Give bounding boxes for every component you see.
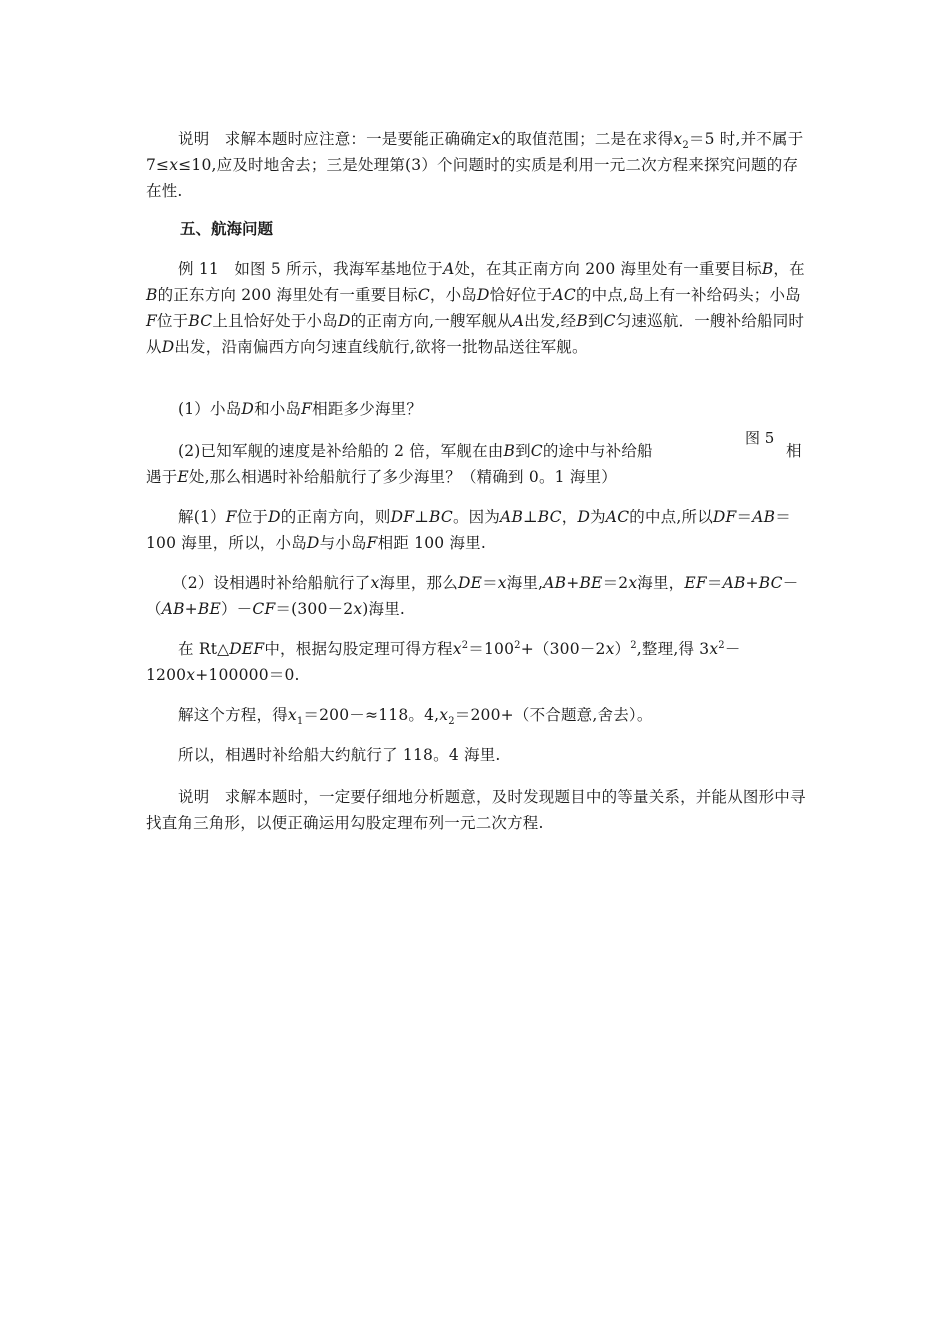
text: ＝100 海里，所以，小岛 xyxy=(146,508,791,552)
text: ，在 xyxy=(773,260,805,278)
note-label: 说明 xyxy=(178,130,210,148)
math-var: B xyxy=(146,286,158,304)
math-var: x xyxy=(709,640,719,658)
text: 相距 100 海里. xyxy=(377,534,487,552)
text: 的正南方向，则 xyxy=(280,508,391,526)
text: 海里, xyxy=(506,574,544,592)
math-var: D xyxy=(241,400,255,418)
text: (1）小岛 xyxy=(178,400,242,418)
math-var: x xyxy=(186,666,196,684)
math-var: DEF xyxy=(229,640,265,658)
text: 海里，那么 xyxy=(379,574,458,592)
math-var: DF xyxy=(712,508,737,526)
text: 。因为 xyxy=(452,508,501,526)
text: ） xyxy=(614,640,631,658)
note-label: 说明 xyxy=(178,788,210,806)
math-var: CF xyxy=(252,600,276,618)
text: 的中点,所以 xyxy=(629,508,713,526)
math-subscript: 1 xyxy=(296,716,304,728)
note-paragraph-2 xyxy=(146,784,806,836)
math-var: D xyxy=(577,508,591,526)
math-var: x xyxy=(353,600,363,618)
question-2-tail: 相 xyxy=(786,442,802,460)
text: 处，在其正南方向 200 海里处有一重要目标 xyxy=(454,260,762,278)
math-subscript: 2 xyxy=(448,716,455,728)
solution-3 xyxy=(146,636,806,688)
text: 与小岛 xyxy=(319,534,367,552)
math-var: x xyxy=(287,706,297,724)
math-var: AC xyxy=(605,508,630,526)
text: 在 Rt△ xyxy=(178,640,230,658)
text: 恰好位于 xyxy=(489,286,553,304)
figure-label: 图 5 xyxy=(745,429,775,447)
math-expr: AB+BC xyxy=(722,574,783,592)
text: 出发,经 xyxy=(524,312,577,330)
math-var: x xyxy=(439,706,449,724)
math-var: D xyxy=(337,312,351,330)
text: 遇于 xyxy=(146,468,178,486)
text: －1200 xyxy=(146,640,741,684)
text: 到 xyxy=(515,442,531,460)
math-var: D xyxy=(306,534,320,552)
math-var: x xyxy=(605,640,615,658)
text: ＝(300－2 xyxy=(275,600,354,618)
math-var: C xyxy=(530,442,543,460)
text: 的正南方向,一艘军舰从 xyxy=(350,312,513,330)
math-var: C xyxy=(603,312,616,330)
math-var: F xyxy=(301,400,313,418)
text: 上且恰好处于小岛 xyxy=(212,312,338,330)
text: 的中点,岛上有一补给码头；小岛 xyxy=(575,286,801,304)
text: 到 xyxy=(587,312,604,330)
text: 位于 xyxy=(156,312,189,330)
text: 为 xyxy=(590,508,606,526)
text: 位于 xyxy=(236,508,269,526)
math-var: F xyxy=(225,508,237,526)
text: 中，根据勾股定理可得方程 xyxy=(264,640,453,658)
math-var: BC xyxy=(188,312,213,330)
note-text: ≤10,应及时地舍去；三是处理第(3）个问题时的实质是利用一元二次方程来探究问题的存在性. xyxy=(146,156,799,200)
math-var: AB xyxy=(752,508,776,526)
math-var: F xyxy=(146,312,157,330)
math-superscript: 2 xyxy=(461,639,469,651)
math-var: x xyxy=(169,156,179,174)
text: （2）设相遇时补给船航行了 xyxy=(172,574,371,592)
text: 匀速巡航．一艘补给船同时从 xyxy=(146,312,805,356)
math-expr: AB+BE xyxy=(161,600,221,618)
text: ，小岛 xyxy=(429,286,478,304)
math-var: EF xyxy=(684,574,707,592)
math-var: B xyxy=(503,442,516,460)
text: ＝ xyxy=(706,574,723,592)
math-expr: DF⊥BC xyxy=(390,508,453,526)
math-superscript: 2 xyxy=(718,639,725,651)
math-var: E xyxy=(177,468,189,486)
math-subscript: 2 xyxy=(682,140,689,152)
text: ， xyxy=(561,508,578,526)
text: 解(1） xyxy=(178,508,226,526)
math-var: A xyxy=(443,260,455,278)
note-text: 求解本题时，一定要仔细地分析题意，及时发现题目中的等量关系，并能从图形中寻找直角三角形，以便正确运用勾股定理布列一元二次方程. xyxy=(146,788,806,832)
math-var: x xyxy=(491,130,501,148)
note-paragraph-1 xyxy=(146,126,806,204)
text: 如图 5 所示，我海军基地位于 xyxy=(234,260,444,278)
math-var: x xyxy=(628,574,638,592)
text: (2)已知军舰的速度是补给船的 2 倍，军舰在由 xyxy=(178,442,504,460)
text: 解这个方程，得 xyxy=(178,706,288,724)
text: )海里. xyxy=(362,600,406,618)
math-var: D xyxy=(268,508,281,526)
text: 海里， xyxy=(637,574,685,592)
solution-5: 所以，相遇时补给船大约航行了 118。4 海里. xyxy=(178,746,501,764)
text: ＝ xyxy=(736,508,753,526)
math-var: DE xyxy=(457,574,483,592)
text: ）－ xyxy=(220,600,253,618)
text: 处,那么相遇时补给船航行了多少海里？（精确到 0。1 海里） xyxy=(188,468,617,486)
text: 相距多少海里？ xyxy=(312,400,423,418)
question-2-line-2 xyxy=(146,464,806,490)
math-expr: AB+BE xyxy=(543,574,603,592)
example-paragraph xyxy=(146,256,806,360)
math-var: x xyxy=(673,130,683,148)
note-text: ＝5 时,并不属于 7≤ xyxy=(146,130,804,174)
math-var: x xyxy=(497,574,507,592)
math-var: A xyxy=(512,312,525,330)
math-var: x xyxy=(370,574,380,592)
note-text: 求解本题时应注意：一是要能正确确定 xyxy=(224,130,492,148)
text: ＝200+（不合题意,舍去）。 xyxy=(454,706,653,724)
math-superscript: 2 xyxy=(514,639,521,651)
text: ＝200－≈118。4, xyxy=(303,706,440,724)
text: 的正东方向 200 海里处有一重要目标 xyxy=(157,286,418,304)
math-var: D xyxy=(161,338,175,356)
text: ＝2 xyxy=(602,574,629,592)
text: +（300－2 xyxy=(520,640,606,658)
text: ,整理,得 3 xyxy=(636,640,710,658)
math-var: B xyxy=(576,312,588,330)
text: 和小岛 xyxy=(254,400,302,418)
solution-2 xyxy=(146,570,806,622)
math-var: F xyxy=(366,534,378,552)
text: ＝100 xyxy=(468,640,515,658)
math-var: D xyxy=(477,286,490,304)
math-var: x xyxy=(452,640,462,658)
text: 出发，沿南偏西方向匀速直线航行,欲将一批物品送往军舰。 xyxy=(174,338,588,356)
text: +100000＝0. xyxy=(195,666,300,684)
math-var: C xyxy=(417,286,430,304)
math-expr: AB⊥BC xyxy=(500,508,562,526)
math-superscript: 2 xyxy=(630,639,637,651)
example-label: 例 11 xyxy=(178,260,219,278)
text: －（ xyxy=(146,574,799,618)
text: 的途中与补给船 xyxy=(542,442,653,460)
solution-4 xyxy=(146,702,806,728)
solution-1 xyxy=(146,504,806,556)
question-1 xyxy=(146,396,806,422)
question-2-line-1 xyxy=(146,438,716,464)
section-heading: 五、航海问题 xyxy=(180,219,274,238)
math-var: B xyxy=(761,260,774,278)
math-var: AC xyxy=(552,286,576,304)
text: ＝ xyxy=(482,574,498,592)
note-text: 的取值范围；二是在求得 xyxy=(500,130,674,148)
